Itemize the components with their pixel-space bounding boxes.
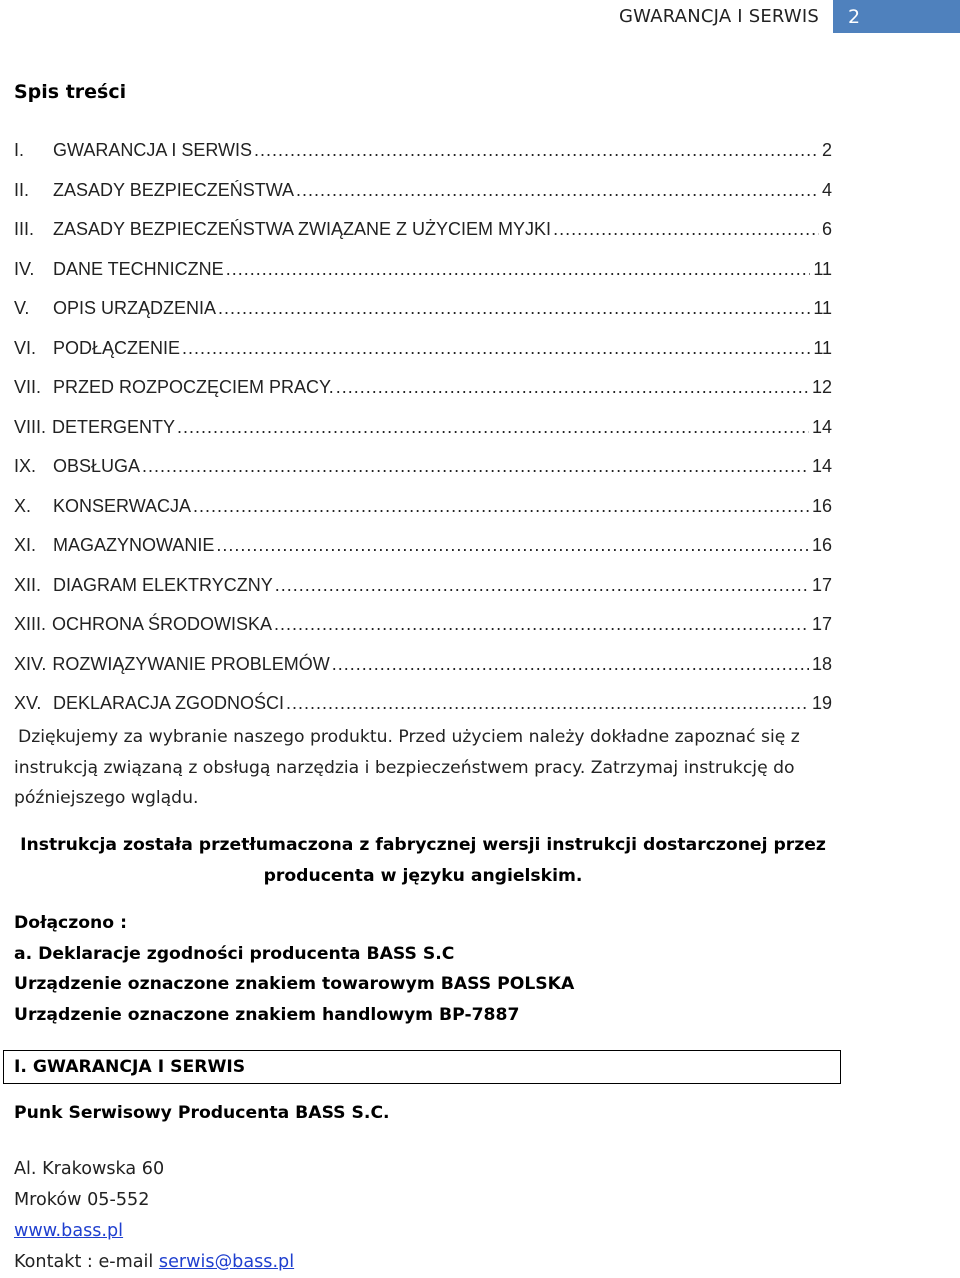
toc-leader-dots [553, 219, 819, 240]
intro-paragraph [14, 722, 824, 814]
toc-leader-dots [275, 575, 809, 596]
toc-item-page: 11 [813, 337, 832, 358]
toc-item-number: VIII. [14, 416, 47, 437]
contact-label: Kontakt : e-mail [14, 1252, 159, 1272]
toc-leader-dots [216, 535, 809, 556]
toc-item[interactable] [14, 526, 832, 566]
trademark-line: Urządzenie oznaczone znakiem towarowym BASS POLSKA [14, 974, 575, 994]
toc-item-page: 16 [811, 535, 832, 556]
toc-leader-dots [226, 259, 811, 280]
toc-item-title: OBSŁUGA [53, 456, 141, 477]
toc-item-page: 14 [811, 416, 832, 437]
toc-item-title: ZASADY BEZPIECZEŃSTWA ZWIĄZANE Z UŻYCIEM MYJKI [53, 219, 552, 240]
translation-note-line: producenta w języku angielskim. [263, 866, 583, 886]
toc-item-number: VII. [14, 377, 42, 398]
toc-item-number: XII. [14, 574, 42, 595]
toc-leader-dots [296, 180, 819, 201]
toc-item-page: 12 [811, 377, 832, 398]
page-header [619, 0, 960, 33]
toc-item-number: IV. [14, 258, 35, 279]
toc-leader-dots [336, 377, 809, 398]
toc-item[interactable] [14, 566, 832, 606]
toc-item[interactable] [14, 289, 832, 329]
toc-item-title: PRZED ROZPOCZĘCIEM PRACY. [53, 377, 334, 398]
attachments-label: Dołączono : [14, 913, 127, 933]
toc-item-title: ZASADY BEZPIECZEŃSTWA [53, 179, 295, 200]
toc-item-page: 6 [821, 219, 832, 240]
table-of-contents [14, 131, 832, 724]
service-address [14, 1154, 294, 1278]
toc-item[interactable] [14, 171, 832, 211]
toc-item[interactable] [14, 368, 832, 408]
commercial-mark-line: Urządzenie oznaczone znakiem handlowym BP-7887 [14, 1004, 520, 1025]
email-link[interactable]: serwis@bass.pl [158, 1252, 295, 1272]
toc-item[interactable] [14, 210, 832, 250]
toc-item-title: GWARANCJA I SERWIS [53, 140, 253, 161]
toc-item[interactable] [14, 250, 832, 290]
toc-item-title: OCHRONA ŚRODOWISKA [52, 614, 273, 635]
toc-leader-dots [142, 456, 809, 477]
toc-item-title: PODŁĄCZENIE [53, 337, 181, 358]
website-link[interactable]: www.bass.pl [14, 1221, 124, 1241]
toc-item-title: ROZWIĄZYWANIE PROBLEMÓW [52, 653, 330, 674]
intro-line: późniejszego wglądu. [14, 788, 199, 808]
toc-leader-dots [286, 693, 809, 714]
toc-item-page: 17 [811, 574, 832, 595]
header-page-number: 2 [833, 0, 960, 33]
toc-item-number: IX. [14, 456, 37, 477]
translation-note-line: Instrukcja została przetłumaczona z fabrycznej wersji instrukcji dostarczonej przez [20, 835, 826, 855]
contact-line [14, 1247, 294, 1278]
attachment-item: a. Deklaracje zgodności producenta BASS S.C [14, 943, 455, 964]
toc-item[interactable] [14, 447, 832, 487]
toc-item[interactable] [14, 605, 832, 645]
toc-item[interactable] [14, 408, 832, 448]
intro-line: instrukcją związaną z obsługą narzędzia i bezpieczeństwem pracy. Zatrzymaj instrukcję do [14, 757, 795, 778]
toc-item-page: 16 [811, 495, 832, 516]
header-title: GWARANCJA I SERWIS [619, 6, 819, 27]
toc-item-page: 11 [813, 258, 832, 279]
toc-leader-dots [193, 496, 809, 517]
section-heading: I. GWARANCJA I SERWIS [3, 1050, 841, 1084]
toc-item-title: DETERGENTY [52, 416, 176, 437]
toc-item[interactable] [14, 645, 832, 685]
address-street: Al. Krakowska 60 [14, 1159, 165, 1179]
toc-item-number: XIV. [14, 653, 47, 674]
toc-item-page: 4 [821, 179, 832, 200]
toc-leader-dots [332, 654, 809, 675]
toc-item-page: 14 [811, 456, 832, 477]
toc-item-title: DANE TECHNICZNE [53, 258, 224, 279]
toc-item-page: 18 [811, 653, 832, 674]
address-city: Mroków 05-552 [14, 1190, 150, 1210]
toc-item[interactable] [14, 131, 832, 171]
toc-item[interactable] [14, 684, 832, 724]
toc-item-number: X. [14, 495, 32, 516]
toc-leader-dots [254, 140, 819, 161]
toc-heading: Spis treści [14, 81, 127, 103]
service-title: Punk Serwisowy Producenta BASS S.C. [14, 1103, 390, 1123]
toc-item[interactable] [14, 487, 832, 527]
toc-item-number: XI. [14, 535, 37, 556]
translation-note [14, 830, 832, 892]
toc-leader-dots [274, 614, 809, 635]
toc-item-title: MAGAZYNOWANIE [53, 535, 215, 556]
toc-item[interactable] [14, 329, 832, 369]
intro-line: Dziękujemy za wybranie naszego produktu. Przed użyciem należy dokładne zapoznać się z [18, 727, 800, 747]
toc-item-title: DEKLARACJA ZGODNOŚCI [53, 693, 285, 714]
toc-item-page: 11 [813, 298, 832, 319]
toc-item-title: DIAGRAM ELEKTRYCZNY [53, 574, 273, 595]
toc-item-number: III. [14, 219, 35, 240]
toc-item-number: XV. [14, 693, 42, 714]
toc-item-number: II. [14, 179, 30, 200]
toc-item-page: 19 [811, 693, 832, 714]
toc-item-number: I. [14, 140, 25, 161]
toc-item-number: V. [14, 298, 30, 319]
toc-item-title: OPIS URZĄDZENIA [53, 298, 217, 319]
toc-item-page: 2 [821, 140, 832, 161]
toc-leader-dots [182, 338, 810, 359]
toc-leader-dots [218, 298, 810, 319]
attachments-block [14, 908, 574, 1030]
toc-item-page: 17 [811, 614, 832, 635]
toc-item-number: XIII. [14, 614, 47, 635]
toc-item-number: VI. [14, 337, 37, 358]
toc-leader-dots [177, 417, 809, 438]
toc-item-title: KONSERWACJA [53, 495, 192, 516]
